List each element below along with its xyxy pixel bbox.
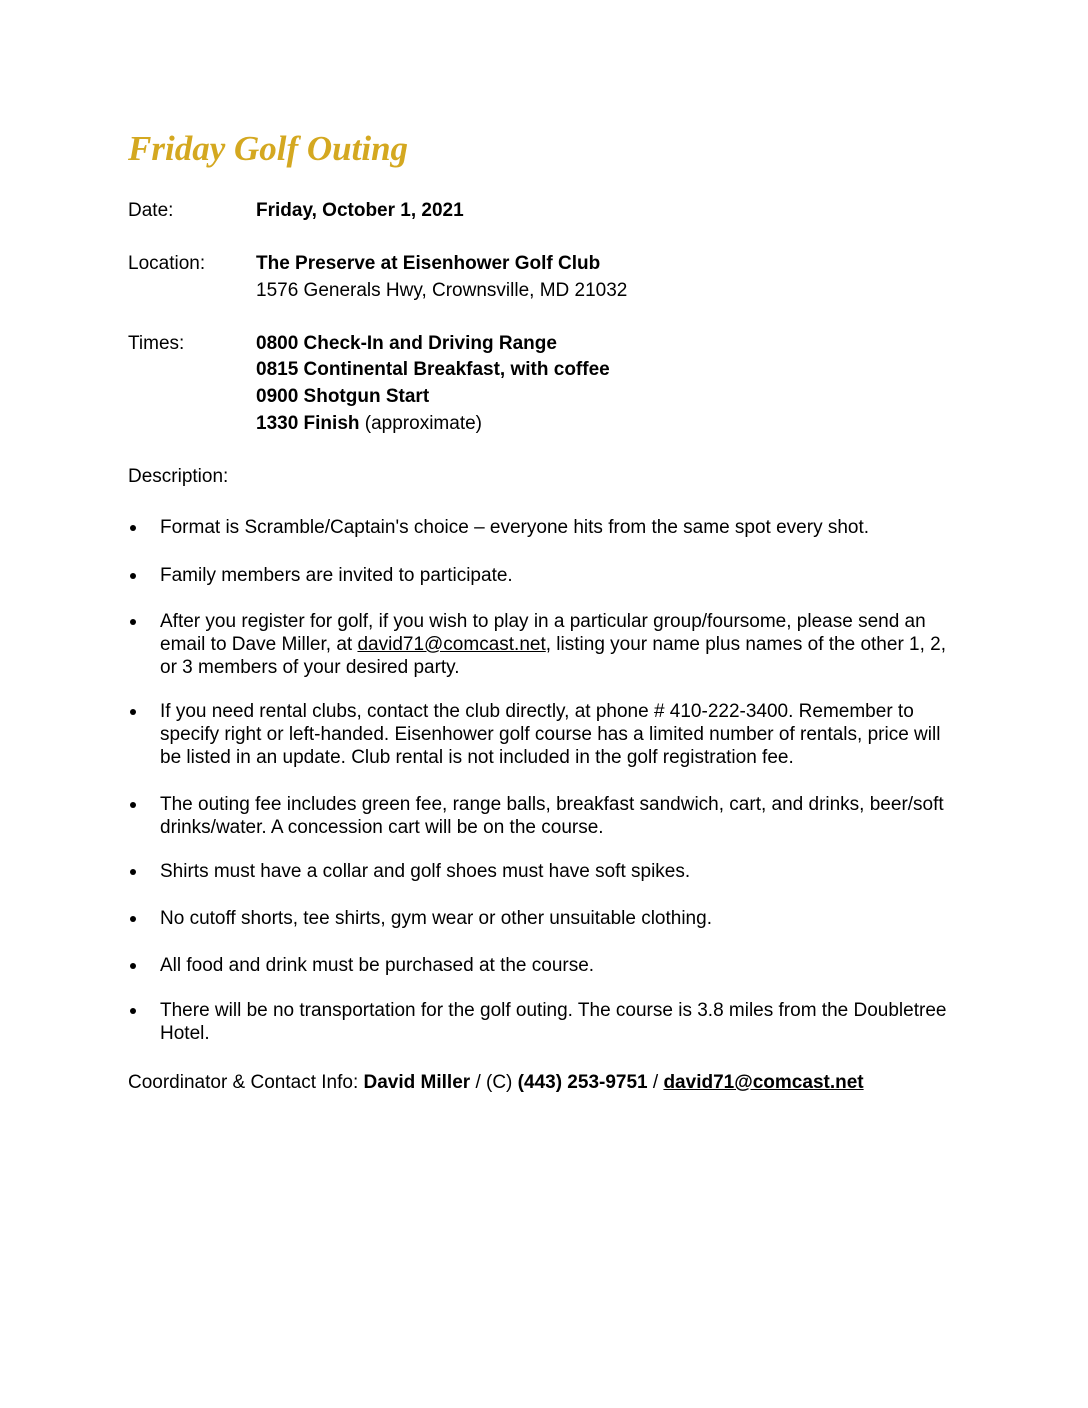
contact-separator: / xyxy=(647,1072,664,1093)
contact-info xyxy=(128,1070,864,1096)
list-item: The outing fee includes green fee, range balls, breakfast sandwich, cart, and drinks, beer/soft drinks/water. A concession cart will be on the course. xyxy=(160,794,944,838)
list-item: All food and drink must be purchased at the course. xyxy=(160,955,595,976)
location-name: The Preserve at Eisenhower Golf Club xyxy=(256,253,601,274)
contact-label: Coordinator & Contact Info: xyxy=(128,1072,364,1093)
time-item xyxy=(256,331,557,357)
list-item: There will be no transportation for the golf outing. The course is 3.8 miles from the Doubletree Hotel. xyxy=(160,1000,947,1044)
list-item: No cutoff shorts, tee shirts, gym wear or other unsuitable clothing. xyxy=(160,908,712,929)
list-item-text: , listing your name plus names of the other 1, 2, or 3 members of your desired party. xyxy=(160,634,947,678)
bullet-icon xyxy=(128,610,138,633)
time-item-note: (approximate) xyxy=(359,413,482,434)
contact-phone: (443) 253-9751 xyxy=(517,1072,648,1093)
time-item-text: 0800 Check-In and Driving Range xyxy=(256,333,557,354)
contact-email-link[interactable]: david71@comcast.net xyxy=(663,1072,864,1093)
date-value: Friday, October 1, 2021 xyxy=(256,200,464,221)
list-item: If you need rental clubs, contact the club directly, at phone # 410-222-3400. Remember to specify right or left-handed. Eisenhower golf course has a limited number of rentals, price will be listed in an update. Club rental is not included in the golf registration fee. xyxy=(160,701,941,768)
bullet-icon xyxy=(128,700,138,723)
list-item: Shirts must have a collar and golf shoes must have soft spikes. xyxy=(160,861,691,882)
list-item: Family members are invited to participate. xyxy=(160,565,513,586)
times-label: Times: xyxy=(128,333,185,354)
contact-separator: / (C) xyxy=(470,1072,518,1093)
page-title: Friday Golf Outing xyxy=(128,129,409,168)
bullet-icon xyxy=(128,907,138,930)
bullet-icon xyxy=(128,999,138,1022)
location-label: Location: xyxy=(128,253,206,274)
bullet-icon xyxy=(128,793,138,816)
bullet-icon xyxy=(128,564,138,587)
bullet-icon xyxy=(128,516,138,539)
contact-name: David Miller xyxy=(363,1072,471,1093)
time-item xyxy=(256,384,429,410)
bullet-icon xyxy=(128,954,138,977)
location-address: 1576 Generals Hwy, Crownsville, MD 21032 xyxy=(256,280,628,301)
time-item-text: 1330 Finish xyxy=(256,413,360,434)
list-item xyxy=(160,610,960,679)
bullet-icon xyxy=(128,860,138,883)
description-label: Description: xyxy=(128,466,229,487)
email-link[interactable]: david71@comcast.net xyxy=(357,634,546,655)
date-label: Date: xyxy=(128,200,174,221)
time-item-text: 0815 Continental Breakfast, with coffee xyxy=(256,359,610,380)
time-item xyxy=(256,411,482,437)
time-item-text: 0900 Shotgun Start xyxy=(256,386,430,407)
time-item xyxy=(256,357,610,383)
list-item: Format is Scramble/Captain's choice – everyone hits from the same spot every shot. xyxy=(160,517,870,538)
list-item-text: After you register for golf, if you wish to play in a particular group/foursome, please send an email to Dave Miller, at xyxy=(160,611,926,655)
